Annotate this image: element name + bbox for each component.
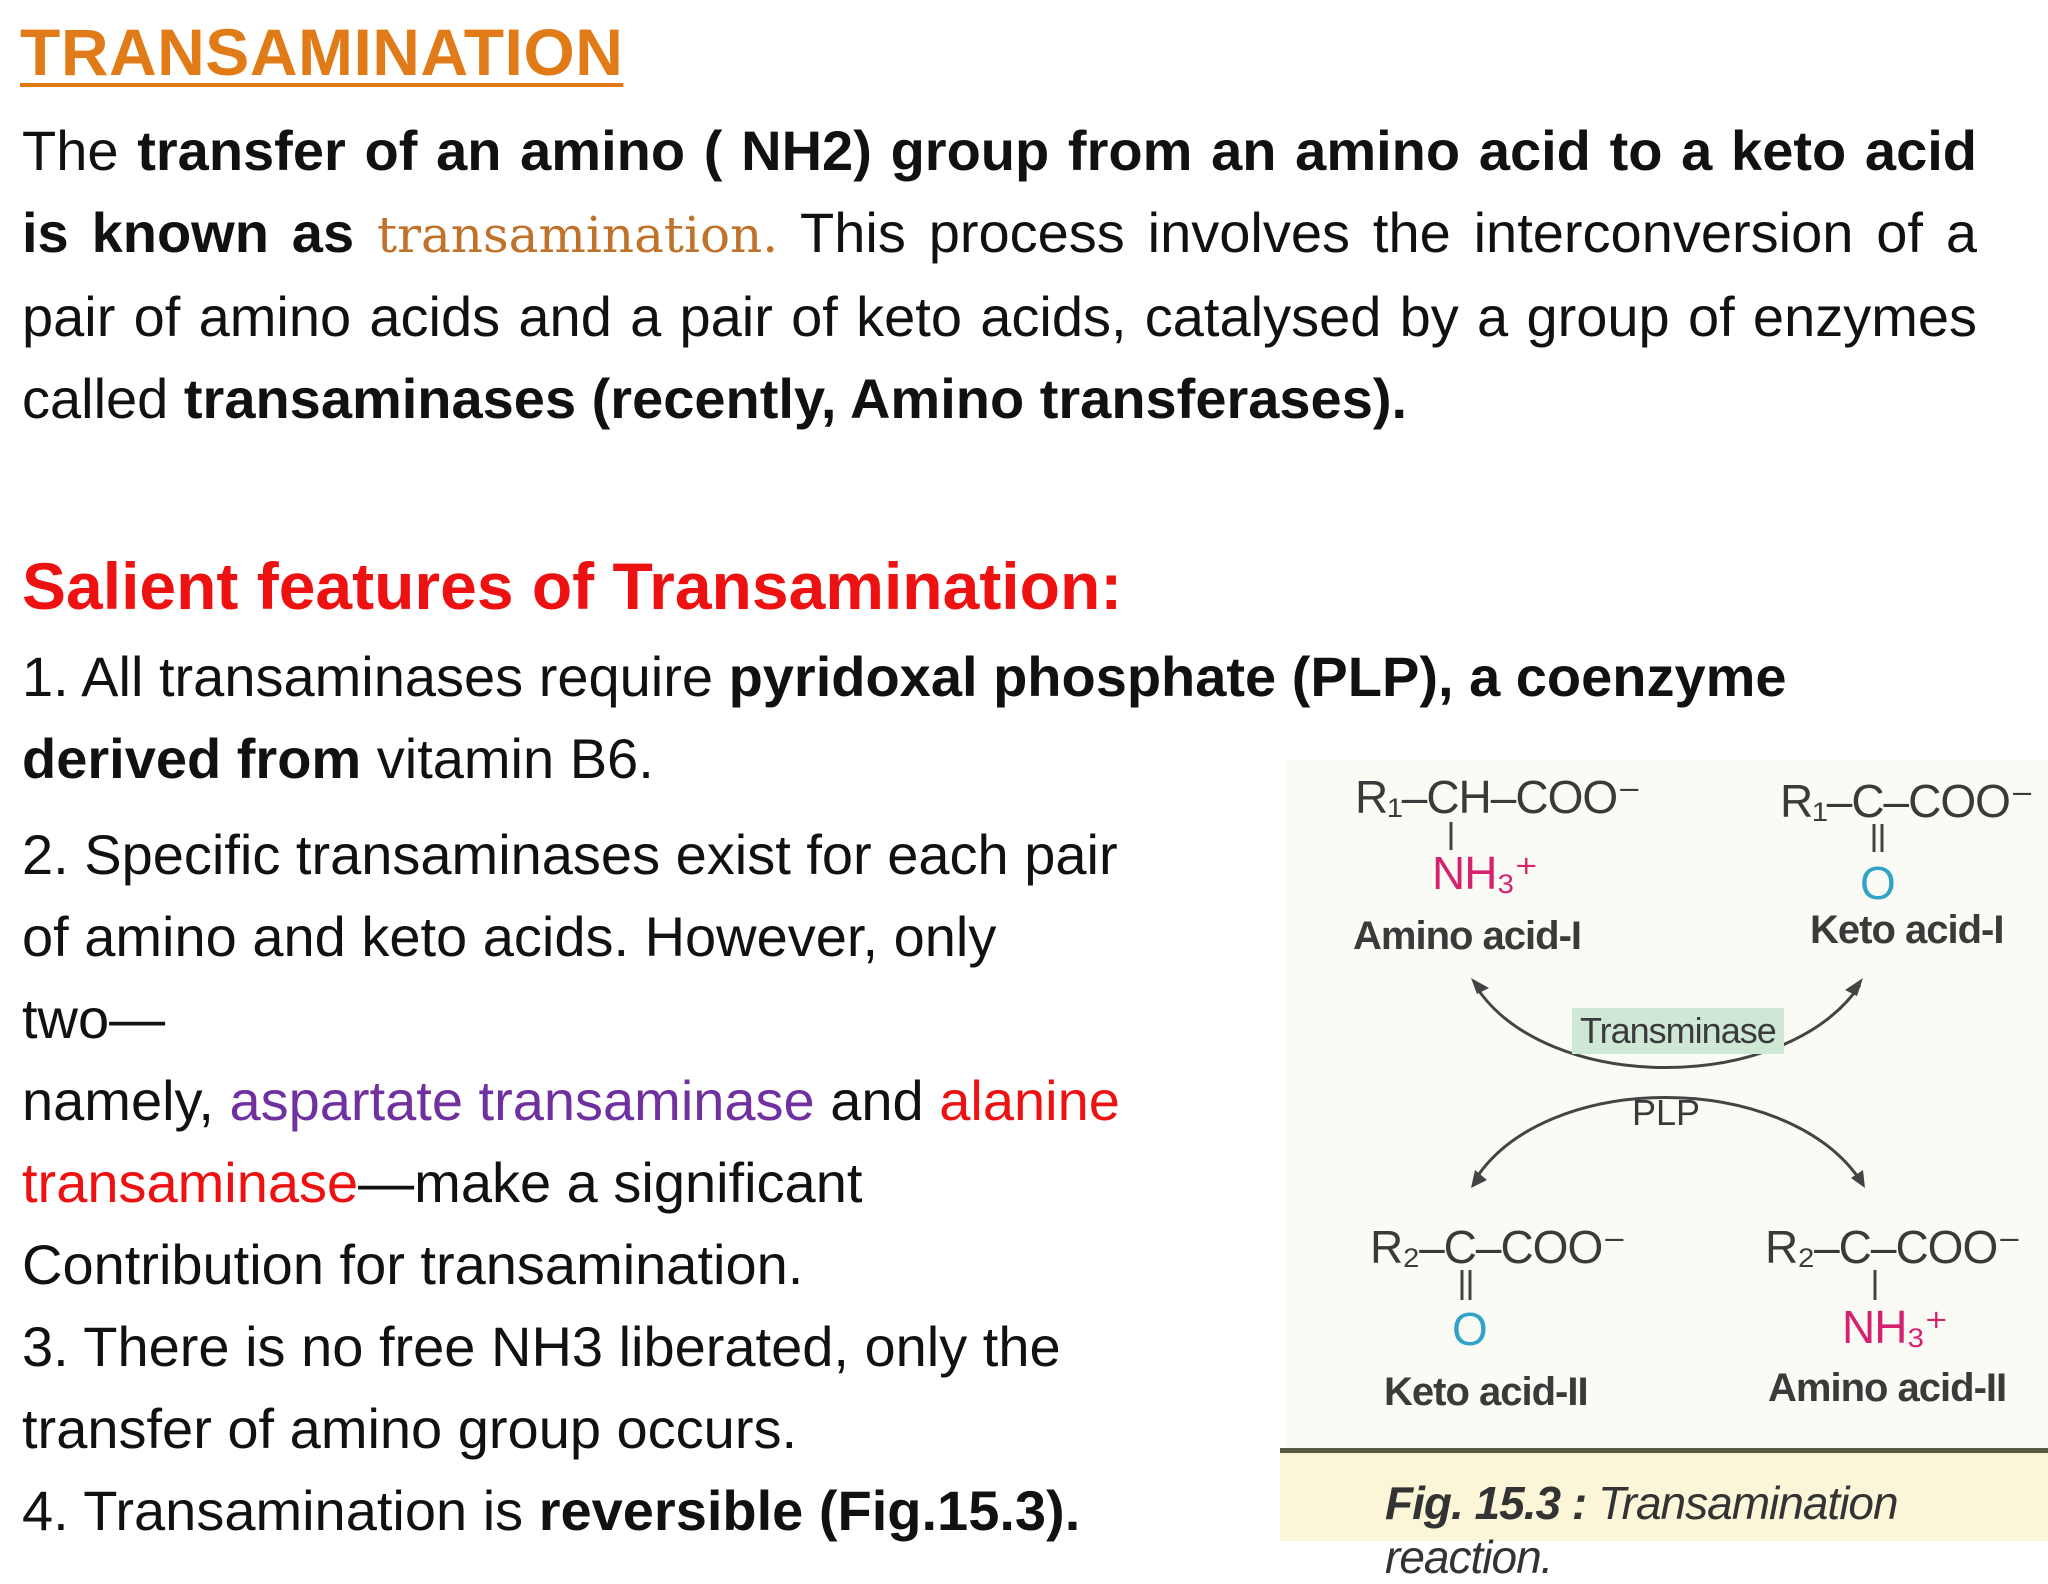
keto-acid-i-formula: R₁–C–COO⁻: [1780, 775, 2034, 827]
keto-acid-i-oxo-group: O: [1860, 857, 1895, 909]
feature-2-line-3: two—: [22, 987, 166, 1050]
feature-1-text: 1. All transaminases require: [22, 645, 729, 708]
aspartate-transaminase-term: aspartate transaminase: [229, 1069, 815, 1132]
keto-acid-ii-formula: R₂–C–COO⁻: [1370, 1221, 1626, 1273]
amino-acid-i-formula: R₁–CH–COO⁻: [1355, 771, 1641, 823]
caption-number: Fig. 15.3 :: [1385, 1477, 1587, 1529]
feature-1-bold: pyridoxal phosphate (PLP), a coenzyme: [728, 645, 1787, 708]
amino-acid-ii-label: Amino acid-II: [1768, 1366, 2007, 1410]
intro-bold-1: transfer of an amino ( NH2) group from an amino acid to a keto acid is known as: [22, 119, 1977, 264]
feature-2: [22, 814, 1120, 1552]
amino-acid-i-amino-group: NH₃⁺: [1432, 847, 1538, 899]
feature-2-and: and: [814, 1069, 940, 1132]
page-title: TRANSAMINATION: [20, 15, 624, 89]
intro-paragraph: [22, 110, 1977, 440]
feature-2-line-1: 2. Specific transaminases exist for each pair: [22, 823, 1118, 886]
intro-text-2: This process involves the interconversion of a pair of amino acids and a pair of keto acids, catalysed by a group of enzymes called: [22, 201, 1977, 430]
feature-1-bold-2: derived from: [22, 727, 362, 790]
amino-acid-i-label: Amino acid-I: [1353, 914, 1582, 958]
keto-acid-ii-oxo-group: O: [1452, 1303, 1487, 1355]
intro-term: transamination.: [376, 206, 779, 264]
section-heading: Salient features of Transamination:: [22, 549, 1123, 623]
caption-text: Transamination reaction.: [1385, 1477, 1898, 1583]
feature-2-line-6: Contribution for transamination.: [22, 1233, 804, 1296]
feature-2-text-2: —make a significant: [358, 1151, 863, 1214]
feature-4-text: 4. Transamination is: [22, 1479, 539, 1542]
feature-2-line-4: [22, 1060, 1120, 1142]
keto-acid-i-label: Keto acid-I: [1810, 908, 2004, 952]
intro-bold-2: transaminases (recently, Amino transferases).: [183, 367, 1408, 430]
feature-3-line-1: 3. There is no free NH3 liberated, only the: [22, 1315, 1061, 1378]
feature-4: [22, 1470, 1120, 1552]
enzyme-label: Transminase: [1572, 1008, 1784, 1054]
amino-acid-ii-formula: R₂–C–COO⁻: [1765, 1221, 2021, 1273]
feature-4-bold: reversible (Fig.15.3).: [538, 1479, 1081, 1542]
feature-3-line-2: transfer of amino group occurs.: [22, 1397, 798, 1460]
feature-2-line-2: of amino and keto acids. However, only: [22, 905, 997, 968]
feature-2-line-5: [22, 1142, 1120, 1224]
transaminase-term: transaminase: [22, 1151, 359, 1214]
keto-acid-ii-label: Keto acid-II: [1384, 1370, 1588, 1414]
feature-2-text: namely,: [22, 1069, 230, 1132]
amino-acid-ii-amino-group: NH₃⁺: [1842, 1301, 1948, 1353]
figure-caption: [1385, 1476, 2048, 1584]
arrowhead-amino-acid-i: [1471, 978, 1489, 994]
intro-text-1: The: [22, 119, 138, 182]
cofactor-label: PLP: [1632, 1092, 1701, 1133]
feature-1-text-2: vitamin B6.: [361, 727, 654, 790]
alanine-term: alanine: [939, 1069, 1120, 1132]
